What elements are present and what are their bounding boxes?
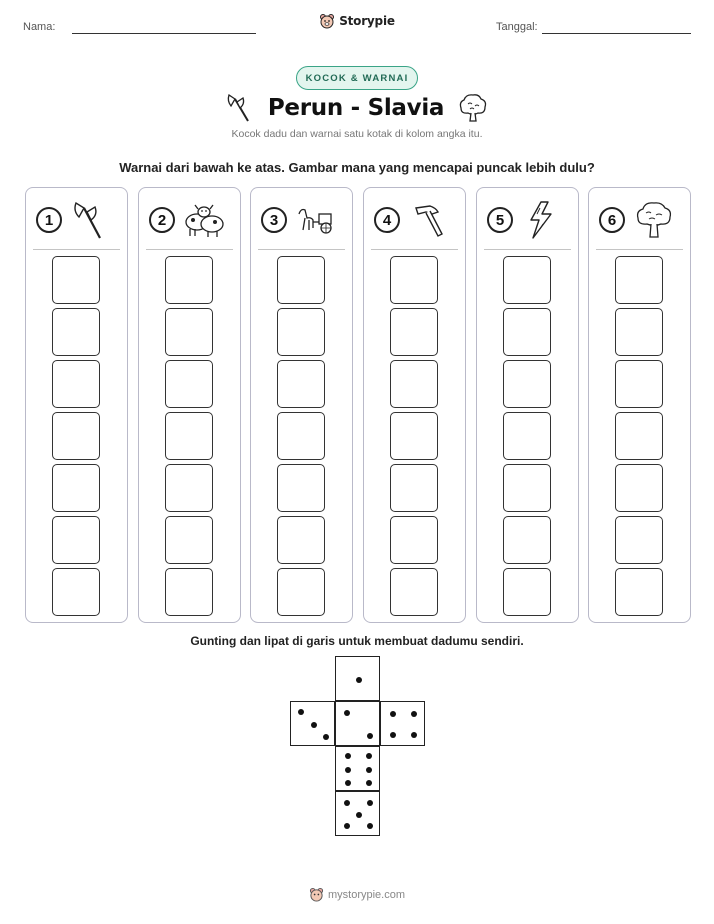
column-number: 3	[261, 207, 287, 233]
column-6	[588, 187, 691, 623]
color-box[interactable]	[615, 308, 663, 356]
column-header	[251, 200, 352, 240]
color-box[interactable]	[277, 308, 325, 356]
die-pip	[366, 753, 372, 759]
column-header	[26, 200, 127, 240]
die-pip	[366, 767, 372, 773]
column-number: 4	[374, 207, 400, 233]
instruction: Warnai dari bawah ke atas. Gambar mana yang mencapai puncak lebih dulu?	[119, 160, 595, 175]
die-face-5	[335, 791, 380, 836]
column-2	[138, 187, 241, 623]
color-box[interactable]	[165, 516, 213, 564]
column-divider	[33, 249, 120, 250]
die-pip	[344, 800, 350, 806]
subtitle: Kocok dadu dan warnai satu kotak di kolom angka itu.	[231, 128, 483, 140]
column-divider	[371, 249, 458, 250]
column-5	[476, 187, 579, 623]
die-pip	[390, 732, 396, 738]
date-line	[542, 33, 691, 34]
activity-badge: KOCOK & WARNAI	[296, 66, 418, 90]
color-box[interactable]	[390, 360, 438, 408]
column-3	[250, 187, 353, 623]
color-box[interactable]	[615, 412, 663, 460]
name-label: Nama:	[23, 21, 56, 33]
column-4	[363, 187, 466, 623]
title-row	[0, 90, 714, 126]
color-box[interactable]	[277, 516, 325, 564]
die-pip	[411, 711, 417, 717]
die-face-1	[335, 656, 380, 701]
die-pip	[366, 780, 372, 786]
color-box[interactable]	[615, 360, 663, 408]
color-box[interactable]	[165, 568, 213, 616]
column-divider	[484, 249, 571, 250]
die-face-6	[335, 746, 380, 791]
brand-logo	[0, 13, 714, 29]
color-box[interactable]	[503, 412, 551, 460]
color-box[interactable]	[390, 516, 438, 564]
axe-icon	[226, 93, 254, 123]
die-pip	[367, 800, 373, 806]
die-pip	[311, 722, 317, 728]
color-box[interactable]	[390, 308, 438, 356]
horse-cart-icon	[295, 200, 337, 240]
column-number: 5	[487, 207, 513, 233]
column-divider	[596, 249, 683, 250]
footer-url: mystorypie.com	[327, 888, 406, 901]
color-box[interactable]	[165, 256, 213, 304]
color-box[interactable]	[390, 256, 438, 304]
column-1	[25, 187, 128, 623]
color-box[interactable]	[277, 464, 325, 512]
column-header	[589, 200, 690, 240]
hammer-icon	[408, 200, 450, 240]
die-pip	[356, 677, 362, 683]
color-box[interactable]	[165, 464, 213, 512]
color-box[interactable]	[277, 256, 325, 304]
die-face-4	[380, 701, 425, 746]
color-box[interactable]	[52, 412, 100, 460]
bear-logo-icon	[309, 887, 324, 902]
color-box[interactable]	[503, 256, 551, 304]
die-pip	[323, 734, 329, 740]
die-pip	[344, 710, 350, 716]
color-box[interactable]	[52, 308, 100, 356]
die-pip	[298, 709, 304, 715]
die-pip	[345, 780, 351, 786]
page-title: Perun - Slavia	[267, 95, 445, 121]
column-header	[477, 200, 578, 240]
oak-tree-icon	[458, 92, 488, 124]
cut-instruction: Gunting dan lipat di garis untuk membuat dadumu sendiri.	[190, 634, 524, 648]
color-box[interactable]	[52, 360, 100, 408]
color-box[interactable]	[390, 464, 438, 512]
column-header	[364, 200, 465, 240]
color-box[interactable]	[503, 464, 551, 512]
color-box[interactable]	[52, 256, 100, 304]
die-pip	[344, 823, 350, 829]
color-box[interactable]	[503, 568, 551, 616]
color-box[interactable]	[503, 308, 551, 356]
color-box[interactable]	[615, 568, 663, 616]
column-number: 6	[599, 207, 625, 233]
color-box[interactable]	[277, 412, 325, 460]
name-line	[72, 33, 256, 34]
column-number: 1	[36, 207, 62, 233]
die-pip	[367, 733, 373, 739]
color-box[interactable]	[615, 256, 663, 304]
color-box[interactable]	[615, 516, 663, 564]
die-pip	[411, 732, 417, 738]
die-pip	[367, 823, 373, 829]
color-box[interactable]	[615, 464, 663, 512]
cattle-icon	[183, 200, 225, 240]
color-box[interactable]	[165, 308, 213, 356]
color-box[interactable]	[390, 412, 438, 460]
die-pip	[345, 753, 351, 759]
column-divider	[258, 249, 345, 250]
die-face-2	[335, 701, 380, 746]
color-box[interactable]	[165, 360, 213, 408]
color-box[interactable]	[390, 568, 438, 616]
column-header	[139, 200, 240, 240]
color-box[interactable]	[165, 412, 213, 460]
footer	[0, 887, 714, 902]
die-pip	[356, 812, 362, 818]
color-box[interactable]	[52, 568, 100, 616]
color-box[interactable]	[52, 464, 100, 512]
die-pip	[345, 767, 351, 773]
axe-icon	[70, 200, 112, 240]
color-box[interactable]	[503, 516, 551, 564]
column-number: 2	[149, 207, 175, 233]
color-box[interactable]	[277, 360, 325, 408]
oak-tree-icon	[633, 200, 675, 240]
brand-name: Storypie	[339, 14, 395, 28]
color-box[interactable]	[503, 360, 551, 408]
color-box[interactable]	[277, 568, 325, 616]
die-face-3	[290, 701, 335, 746]
column-divider	[146, 249, 233, 250]
lightning-icon	[521, 200, 563, 240]
date-label: Tanggal:	[496, 21, 538, 33]
color-box[interactable]	[52, 516, 100, 564]
die-pip	[390, 711, 396, 717]
bear-logo-icon	[319, 13, 335, 29]
